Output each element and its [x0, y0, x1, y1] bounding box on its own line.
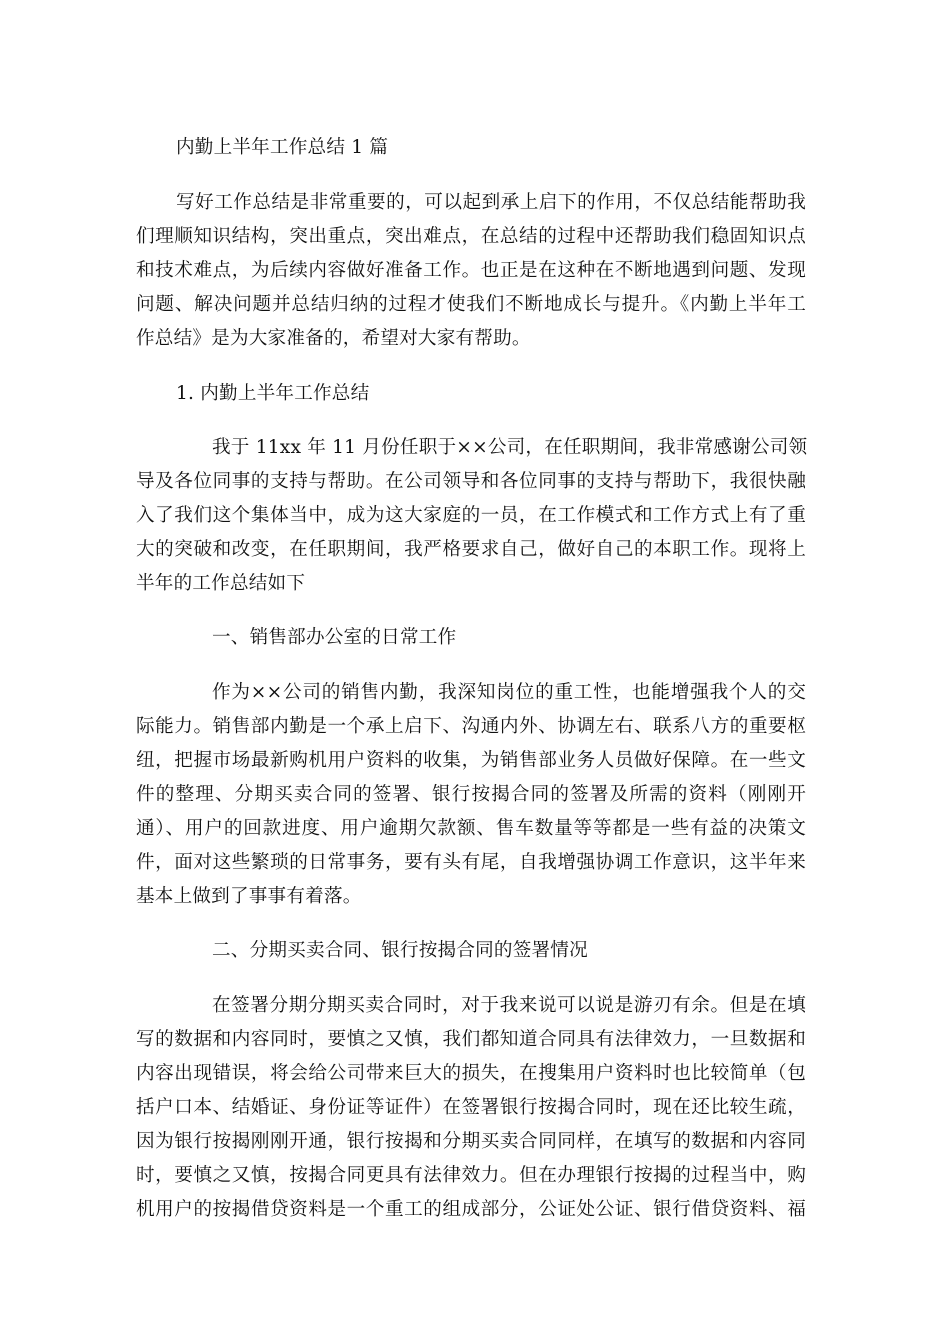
paragraph-line: 括户口本、结婚证、身份证等证件）在签署银行按揭合同时，现在还比较生疏，	[136, 1097, 806, 1118]
paragraph-line: 机用户的按揭借贷资料是一个重工的组成部分，公证处公证、银行借贷资料、福	[136, 1199, 806, 1220]
paragraph-line: 际能力。销售部内勤是一个承上启下、沟通内外、协调左右、联系八方的重要枢	[136, 716, 806, 737]
intro-line: 作总结》是为大家准备的，希望对大家有帮助。	[136, 328, 531, 349]
paragraph-line: 件的整理、分期买卖合同的签署、银行按揭合同的签署及所需的资料（刚刚开	[136, 784, 806, 805]
paragraph-line: 写的数据和内容同时，要慎之又慎，我们都知道合同具有法律效力，一旦数据和	[136, 1029, 806, 1050]
paragraph-line: 我于 11xx 年 11 月份任职于××公司，在任职期间，我非常感谢公司领	[212, 437, 808, 458]
intro-line: 们理顺知识结构，突出重点，突出难点，在总结的过程中还帮助我们稳固知识点	[136, 226, 806, 247]
paragraph-line: 大的突破和改变，在任职期间，我严格要求自己，做好自己的本职工作。现将上	[136, 539, 806, 560]
paragraph-line: 通）、用户的回款进度、用户逾期欠款额、售车数量等等都是一些有益的决策文	[136, 818, 806, 839]
paragraph-line: 入了我们这个集体当中，成为这大家庭的一员，在工作模式和工作方式上有了重	[136, 505, 806, 526]
intro-line: 问题、解决问题并总结归纳的过程才使我们不断地成长与提升。《内勤上半年工	[136, 294, 806, 315]
section-heading: 1. 内勤上半年工作总结	[176, 383, 370, 404]
intro-line: 写好工作总结是非常重要的，可以起到承上启下的作用，不仅总结能帮助我	[176, 192, 806, 213]
subsection-heading: 二、分期买卖合同、银行按揭合同的签署情况	[212, 940, 588, 961]
paragraph-line: 纽，把握市场最新购机用户资料的收集，为销售部业务人员做好保障。在一些文	[136, 750, 806, 771]
paragraph-line: 在签署分期分期买卖合同时，对于我来说可以说是游刃有余。但是在填	[212, 995, 806, 1016]
paragraph-line: 导及各位同事的支持与帮助。在公司领导和各位同事的支持与帮助下，我很快融	[136, 471, 806, 492]
paragraph-line: 作为××公司的销售内勤，我深知岗位的重工性，也能增强我个人的交	[212, 682, 806, 703]
intro-line: 和技术难点，为后续内容做好准备工作。也正是在这种在不断地遇到问题、发现	[136, 260, 806, 281]
document-title: 内勤上半年工作总结 1 篇	[176, 137, 389, 158]
paragraph-line: 内容出现错误，将会给公司带来巨大的损失，在搜集用户资料时也比较简单（包	[136, 1063, 806, 1084]
paragraph-line: 半年的工作总结如下	[136, 573, 306, 594]
paragraph-line: 时，要慎之又慎，按揭合同更具有法律效力。但在办理银行按揭的过程当中，购	[136, 1165, 806, 1186]
paragraph-line: 因为银行按揭刚刚开通，银行按揭和分期买卖合同同样，在填写的数据和内容同	[136, 1131, 806, 1152]
subsection-heading: 一、销售部办公室的日常工作	[212, 627, 457, 648]
paragraph-line: 件，面对这些繁琐的日常事务，要有头有尾，自我增强协调工作意识，这半年来	[136, 852, 806, 873]
paragraph-line: 基本上做到了事事有着落。	[136, 886, 362, 907]
